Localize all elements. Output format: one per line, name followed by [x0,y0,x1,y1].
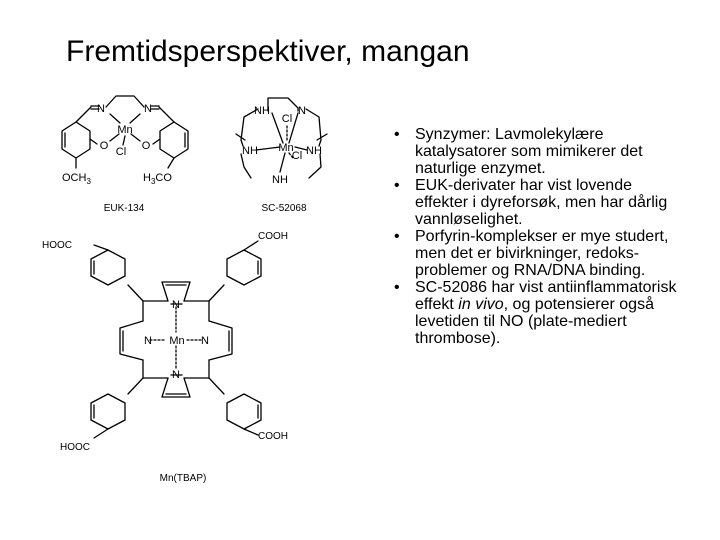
porphyrin-aryl-bond-top-right [209,285,224,301]
sc52068-atom-cl-bottom: Cl [291,150,303,162]
porphyrin-aryl-bond-top-left [128,285,143,301]
sc52068-caption: SC-52068 [261,203,307,214]
euk134-ethylene-bridge [106,96,144,107]
porphyrin-meso-top-right [184,301,209,321]
euk134-atom-o-left: O [99,140,109,152]
euk134-ch-left [76,107,91,122]
porphyrin-meso-top-left [143,301,168,321]
porphyrin-atom-n-bottom: N [172,369,180,381]
porphyrin-aryl-bond-bottom-left [128,378,143,394]
bullet-text: Synzymer: Lavmolekylære katalysatorer som mimikerer det naturlige enzymet. [415,126,643,177]
bullet-item [394,177,684,228]
porphyrin-benzoic-ring-top-left [91,250,125,285]
bullet-item [394,228,684,279]
sc52068-atom-mn: Mn [278,142,294,154]
euk134-phenyl-ring-left [62,122,90,158]
porphyrin-cooh-bond-top-right [244,241,258,250]
sc52068-atom-nh-bottom: NH [272,174,288,186]
porphyrin-cooh-bond-bottom-right [244,429,258,435]
sc52068-left-lower-bridge [241,154,251,178]
sc52068-atom-nh-top-left: NH [254,105,270,117]
bullet-text: Porfyrin-komplekser er mye studert, men det er bivirkninger, redoks-problemer og RNA/DNA binding. [415,228,669,279]
euk134-atom-mn: Mn [117,124,133,136]
bullet-list [394,126,684,347]
porphyrin-group-cooh-top-right: COOH [258,231,288,242]
sc52068-atom-n-top-right: N [298,105,306,117]
porphyrin-atom-mn: Mn [169,335,185,347]
porphyrin-benzoic-ring-top-right [227,250,261,285]
porphyrin-caption: Mn(TBAP) [159,473,207,484]
euk134-bond-n-mn-left [110,114,120,123]
sc52068-bond-mn-nh-left [256,147,280,150]
sc52068-bond-mn-nh-bottom [280,153,285,172]
porphyrin-group-hooc-bottom-left: HOOC [60,442,90,453]
bullet-text: SC-52086 har vist antiinflammatorisk effekt in vivo, og potensierer også levetiden til NO (plate-mediert thrombose). [415,279,677,347]
chemical-structures-drawing [36,92,336,492]
porphyrin-benzoic-ring-bottom-left [91,394,125,429]
porphyrin-group-cooh-bottom-right: COOH [258,431,288,442]
porphyrin-meso-bottom-right [184,360,209,378]
bullet-dot: • [394,126,400,143]
bullet-item [394,126,684,177]
porphyrin-atom-n-top: N [172,299,180,311]
porphyrin-atom-n-left: N [144,335,152,347]
bullet-dot: • [394,279,400,296]
chemical-structures-figure [36,92,336,492]
bullet-text: EUK-derivater har vist lovende effekter i dyreforsøk, men har dårlig vannløselighet. [415,177,668,228]
slide-title: Fremtidsperspektiver, mangan [66,35,470,68]
porphyrin-aryl-bond-bottom-right [209,378,224,394]
bullet-emphasis: in vivo [458,296,504,313]
euk134-bond-mn-cl [123,136,125,145]
euk134-phenyl-ring-right [160,122,188,158]
bullet-item [394,279,684,347]
euk134-methoxy-bond-right [168,158,174,168]
sc52068-atom-nh-left: NH [242,145,258,157]
euk134-atom-n-left: N [97,103,105,115]
euk134-bond-n-mn-right [130,114,140,123]
sc52068-top-bridge [268,98,298,111]
porphyrin-cooh-bond-top-left [94,245,108,250]
sc52068-atom-nh-right: NH [306,145,322,157]
euk134-methoxy-right-text: $H_3CO$ [143,172,172,186]
sc52068-right-lower-bridge [309,154,321,178]
porphyrin-meso-bottom-left [143,360,168,378]
euk134-methoxy-left-text: $OCH_3$ [62,172,91,186]
sc52068-right-upper-bridge [306,109,321,146]
porphyrin-group-hooc-top-left: HOOC [42,240,72,251]
euk134-atom-n-right: N [144,103,152,115]
euk134-ch-right [159,107,174,122]
euk134-bond-o-ring-right [153,139,160,144]
bullet-dot: • [394,177,400,194]
euk134-atom-o-right: O [141,140,151,152]
euk134-caption: EUK-134 [103,203,145,214]
sc52068-right-stub [317,134,327,140]
porphyrin-cooh-bond-bottom-left [94,429,108,438]
euk134-bond-o-ring-left [90,139,97,144]
bullet-dot: • [394,228,400,245]
euk134-atom-cl: Cl [115,146,127,158]
porphyrin-benzoic-ring-bottom-right [227,394,261,429]
porphyrin-atom-n-right: N [201,335,209,347]
sc52068-atom-cl-top: Cl [281,113,293,125]
